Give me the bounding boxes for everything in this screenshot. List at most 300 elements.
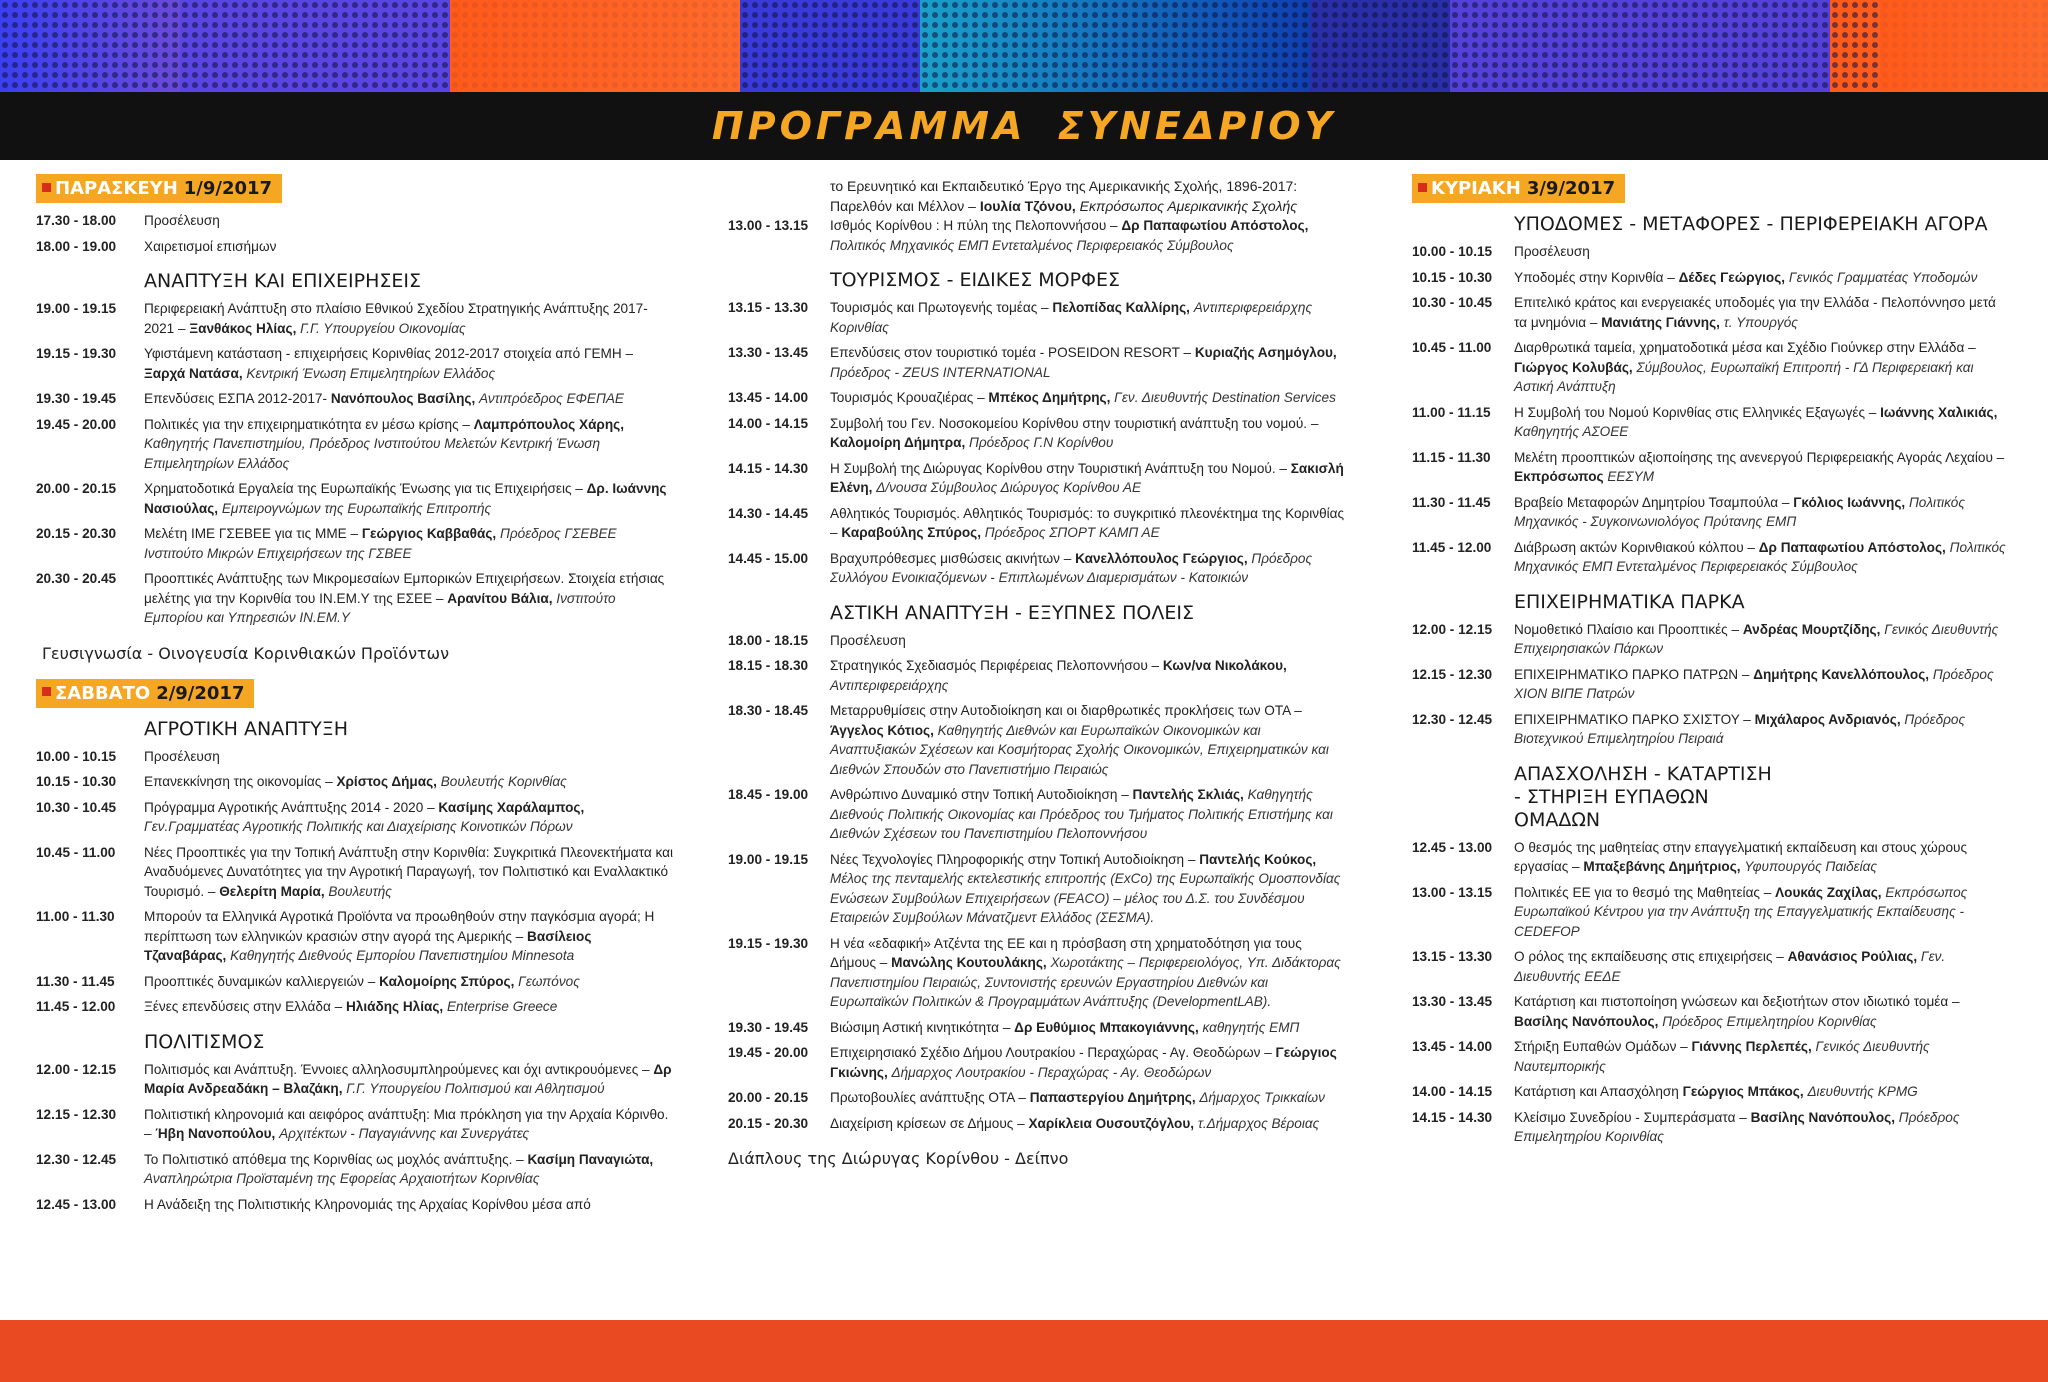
time-slot: 12.00 - 12.15 <box>1412 621 1493 637</box>
schedule-row <box>1412 338 2012 397</box>
session-description <box>830 1114 1348 1134</box>
time-slot: 11.45 - 12.00 <box>36 999 116 1014</box>
schedule-row <box>36 1105 676 1144</box>
section-heading: ΕΠΙΧΕΙΡΗΜΑΤΙΚΑ ΠΑΡΚΑ <box>1514 590 1745 613</box>
square-bullet-icon <box>42 687 51 696</box>
session-description <box>830 388 1348 408</box>
session-description <box>144 1105 676 1144</box>
speaker-name: Βασίλειος Τζαναβάρας, <box>144 928 592 963</box>
day-date: 1/9/2017 <box>183 178 273 199</box>
session-description <box>830 701 1348 779</box>
speaker-role: Πρόεδρος - ZEUS INTERNATIONAL <box>830 364 1051 380</box>
schedule-row <box>36 524 676 563</box>
session-title: Προσέλευση <box>830 632 906 648</box>
speaker-name: Μιχάλαρος Ανδριανός, <box>1754 711 1901 727</box>
time-slot: 13.30 - 13.45 <box>1412 994 1493 1009</box>
continued-item <box>830 176 1348 216</box>
session-description <box>830 1088 1348 1108</box>
session-title: Τουρισμός και Πρωτογενής τομέας – <box>830 300 1049 315</box>
session-title: Το Πολιτιστικό απόθεμα της Κορινθίας ως μοχλός ανάπτυξης. – <box>144 1151 524 1167</box>
time-slot: 10.15 - 10.30 <box>1412 269 1493 285</box>
session-description <box>1514 710 2012 749</box>
session-title: Μπορούν τα Ελληνικά Αγροτικά Προϊόντα να προωθηθούν στην παγκόσμια αγορά; Η περίπτωση των ελληνικών κρασιών στην αγορά της Αμερικής – <box>144 909 655 944</box>
speaker-role: Μέλος της πενταμελής εκτελεστικής επιτροπής (ExCo) της Ευρωπαϊκής Ομοσπονδίας Ενώσεων Συμβούλων Επιχειρήσεων (FEACO) – μέλος του Δ.Σ. του Συνδέσμου Εταιρειών Συμβούλων Μάνατζμεντ Ελλάδος (ΣΕΣΜΑ). <box>830 871 1341 925</box>
time-slot: 13.30 - 13.45 <box>728 345 809 360</box>
section-heading: ΑΣΤΙΚΗ ΑΝΑΠΤΥΞΗ - ΕΞΥΠΝΕΣ ΠΟΛΕΙΣ <box>830 601 1194 624</box>
session-description <box>144 569 676 628</box>
speaker-name: Ήβη Νανοπούλου, <box>155 1126 276 1141</box>
schedule-row <box>36 798 676 837</box>
session-title: Νέες Τεχνολογίες Πληροφορικής στην Τοπική Αυτοδιοίκηση – <box>830 851 1196 867</box>
time-slot: 13.45 - 14.00 <box>1412 1039 1493 1054</box>
session-description <box>144 772 676 792</box>
speaker-name: Μανώλης Κουτουλάκης, <box>891 955 1047 970</box>
session-description <box>144 997 676 1017</box>
session-description <box>1514 883 2012 942</box>
session-title: Ο θεσμός της μαθητείας στην επαγγελματική εκπαίδευση και στους χώρους εργασίας – <box>1514 839 1968 874</box>
session-description <box>830 459 1348 498</box>
speaker-role: Γεν. Διευθυντής ΕΕΔΕ <box>1514 949 1946 984</box>
session-title: Επενδύσεις ΕΣΠΑ 2012-2017- <box>144 391 328 406</box>
time-slot: 11.30 - 11.45 <box>1412 494 1491 510</box>
schedule-row <box>36 1150 676 1189</box>
schedule-row <box>36 415 676 474</box>
section-heading: ΑΓΡΟΤΙΚΗ ΑΝΑΠΤΥΞΗ <box>144 717 348 740</box>
time-slot: 14.30 - 14.45 <box>728 505 809 521</box>
speaker-name: Παντελής Κούκος, <box>1199 851 1317 867</box>
speaker-name: Άγγελος Κότιος, <box>830 722 934 738</box>
session-description <box>1514 242 2012 262</box>
time-slot: 19.30 - 19.45 <box>728 1019 809 1035</box>
time-slot: 20.30 - 20.45 <box>36 571 117 586</box>
speaker-name: Ιουλία Τζόνου, <box>979 198 1076 214</box>
time-slot: 13.00 - 13.15 <box>728 218 809 233</box>
session-title: Νομοθετικό Πλαίσιο και Προοπτικές – <box>1514 621 1740 637</box>
square-bullet-icon <box>1418 183 1427 192</box>
session-description <box>144 1150 676 1189</box>
session-title: Κλείσιμο Συνεδρίου - Συμπεράσματα – <box>1514 1109 1747 1125</box>
speaker-role: Κεντρική Ένωση Επιμελητηρίων Ελλάδος <box>246 365 496 381</box>
session-description <box>1514 538 2012 577</box>
session-title: Προσέλευση <box>144 748 220 764</box>
speaker-role: Δήμαρχος Λουτρακίου - Περαχώρας - Αγ. Θεοδώρων <box>891 1064 1212 1080</box>
section-heading: ΠΟΛΙΤΙΣΜΟΣ <box>144 1030 265 1053</box>
session-description <box>830 216 1348 255</box>
time-slot: 18.30 - 18.45 <box>728 703 809 718</box>
speaker-role: ΕΕΣΥΜ <box>1607 469 1655 484</box>
session-title: Συμβολή του Γεν. Νοσοκομείου Κορίνθου στην τουριστική ανάπτυξη του νομού. – <box>830 415 1319 431</box>
speaker-role: Εκπρόσωπος Αμερικανικής Σχολής <box>1079 198 1298 214</box>
session-title: Βιώσιμη Αστική κινητικότητα – <box>830 1019 1011 1035</box>
session-description <box>830 504 1348 543</box>
time-slot: 14.15 - 14.30 <box>728 460 809 476</box>
session-description <box>144 747 676 767</box>
speaker-role: Αντιπρόεδρος ΕΦΕΠΑΕ <box>479 391 624 406</box>
time-slot: 19.30 - 19.45 <box>36 391 117 406</box>
time-slot: 13.00 - 13.15 <box>1412 884 1493 900</box>
session-title: Χαιρετισμοί επισήμων <box>144 238 277 254</box>
speaker-role: Πρόεδρος ΧΙΟΝ ΒΙΠΕ Πατρών <box>1514 666 1994 701</box>
day-name: ΣΑΒΒΑΤΟ <box>55 682 151 704</box>
time-slot: 12.00 - 12.15 <box>36 1061 117 1077</box>
speaker-role: τ. Υπουργός <box>1723 314 1798 330</box>
schedule-row <box>36 997 676 1017</box>
time-slot: 18.45 - 19.00 <box>728 787 809 802</box>
event-tasting: Γευσιγνωσία - Οινογευσία Κορινθιακών Προϊόντων <box>42 643 449 663</box>
day-badge-sunday <box>1412 174 1625 203</box>
session-description <box>144 299 676 338</box>
speaker-name: Κασίμης Χαράλαμπος, <box>438 799 585 815</box>
banner-graphic <box>0 0 2048 92</box>
section-heading: ΥΠΟΔΟΜΕΣ - ΜΕΤΑΦΟΡΕΣ - ΠΕΡΙΦΕΡΕΙΑΚΗ ΑΓΟΡΑ <box>1514 213 1988 235</box>
time-slot: 11.15 - 11.30 <box>1412 449 1491 465</box>
session-title: Διαρθρωτικά ταμεία, χρηματοδοτικά μέσα και Σχέδιο Γιούνκερ στην Ελλάδα – <box>1514 340 1976 355</box>
schedule-row <box>728 459 1348 498</box>
schedule-row <box>1412 538 2012 577</box>
time-slot: 11.45 - 12.00 <box>1412 539 1492 555</box>
time-slot: 19.00 - 19.15 <box>36 301 117 316</box>
schedule-row <box>728 785 1348 844</box>
speaker-role: Πολιτικός Μηχανικός - Συγκοινωνιολόγος Πρύτανης ΕΜΠ <box>1514 494 1965 529</box>
schedule-row <box>728 850 1348 928</box>
speaker-name: Νανόπουλος Βασίλης, <box>330 391 476 406</box>
continued-text: το Ερευνητικό και Εκπαιδευτικό Έργο της Αμερικανικής Σχολής, 1896-2017: Παρελθόν και Μέλλον – <box>830 178 1298 214</box>
day-name: ΚΥΡΙΑΚΗ <box>1431 178 1521 199</box>
speaker-role: Καθηγητής Διεθνούς Εμπορίου Πανεπιστημίου Minnesota <box>230 948 575 963</box>
session-title: ΕΠΙΧΕΙΡΗΜΑΤΙΚΟ ΠΑΡΚΟ ΠΑΤΡΩΝ – <box>1514 666 1750 682</box>
speaker-role: Εκπρόσωπος Ευρωπαϊκού Κέντρου για την Ανάπτυξη της Επαγγελματικής Εκπαίδευσης - CEDEFOP <box>1514 884 1968 939</box>
session-description <box>1514 665 2012 704</box>
session-title: Πολιτισμός και Ανάπτυξη. Έννοιες αλληλοσυμπληρούμενες και όχι αντικρουόμενες – <box>144 1061 650 1077</box>
schedule-row <box>36 972 676 992</box>
session-description <box>830 1018 1348 1038</box>
session-description <box>144 1060 676 1099</box>
session-description <box>1514 620 2012 659</box>
time-slot: 19.15 - 19.30 <box>36 346 117 361</box>
speaker-role: Καθηγητής ΑΣΟΕΕ <box>1514 424 1629 439</box>
session-description <box>830 785 1348 844</box>
time-slot: 12.45 - 13.00 <box>1412 839 1493 855</box>
speaker-role: Πρόεδρος Γ.Ν Κορίνθου <box>969 435 1114 450</box>
speaker-role: Πολιτικός Μηχανικός ΕΜΠ Εντεταλμένος Περιφερειακός Σύμβουλος <box>1514 539 2006 574</box>
session-title: Προοπτικές Ανάπτυξης των Μικρομεσαίων Εμπορικών Επιχειρήσεων. Στοιχεία ετήσιας μελέτης για την Κορινθία του ΙΝ.ΕΜ.Υ της ΕΣΕΕ – <box>144 571 665 606</box>
speaker-role: Υφυπουργός Παιδείας <box>1744 859 1878 874</box>
speaker-name: Βασίλης Νανόπουλος, <box>1514 1013 1659 1029</box>
speaker-name: Χαρίκλεια Ουσουτζόγλου, <box>1028 1115 1195 1131</box>
time-slot: 20.15 - 20.30 <box>728 1115 809 1131</box>
schedule-row <box>36 843 676 902</box>
speaker-role: Πρόεδρος Επιμελητηρίου Κορινθίας <box>1514 1109 1960 1144</box>
speaker-role: Καθηγητής Διεθνών και Ευρωπαϊκών Οικονομικών και Αναπτυξιακών Σχέσεων και Κοσμήτορας Σχολής Οικονομικών, Επιχειρηματικών και Διεθνών Σπουδών στο Πανεπιστήμιο Πειραιώς <box>830 722 1329 777</box>
time-slot: 10.00 - 10.15 <box>36 748 117 764</box>
section-heading: ΑΠΑΣΧΟΛΗΣΗ - ΚΑΤΑΡΤΙΣΗ - ΣΤΗΡΙΞΗ ΕΥΠΑΘΩΝ ΟΜΑΔΩΝ <box>1514 762 1772 831</box>
column-sunday <box>1412 168 2012 1153</box>
session-description <box>144 479 676 518</box>
schedule-row <box>728 1043 1348 1082</box>
time-slot: 13.15 - 13.30 <box>1412 949 1493 964</box>
schedule-row <box>728 298 1348 337</box>
session-title: Κατάρτιση και Απασχόληση <box>1514 1084 1679 1099</box>
schedule-row <box>1412 242 2012 262</box>
time-slot: 19.00 - 19.15 <box>728 851 809 867</box>
session-title: Επιχειρησιακό Σχέδιο Δήμου Λουτρακίου - Περαχώρας - Αγ. Θεοδώρων – <box>830 1045 1272 1060</box>
session-title: Διαχείριση κρίσεων σε Δήμους – <box>830 1115 1025 1131</box>
session-description <box>830 1043 1348 1082</box>
schedule-row <box>1412 620 2012 659</box>
schedule-row <box>728 388 1348 408</box>
schedule-row <box>1412 1037 2012 1076</box>
time-slot: 19.45 - 20.00 <box>728 1045 809 1060</box>
time-slot: 13.45 - 14.00 <box>728 390 809 405</box>
session-title: Πολιτικές για την επιχειρηματικότητα εν μέσω κρίσης – <box>144 416 470 432</box>
session-title: Βραβείο Μεταφορών Δημητρίου Τσαμπούλα – <box>1514 494 1790 510</box>
session-description <box>830 631 1348 651</box>
speaker-name: Βασίλης Νανόπουλος, <box>1750 1109 1895 1125</box>
time-slot: 14.00 - 14.15 <box>728 415 809 431</box>
session-description <box>1514 338 2012 397</box>
speaker-name: Κανελλόπουλος Γεώργιος, <box>1075 550 1248 566</box>
session-title: Η Συμβολή του Νομού Κορινθίας στις Ελληνικές Εξαγωγές – <box>1514 404 1877 420</box>
session-title: Χρηματοδοτικά Εργαλεία της Ευρωπαϊκής Ένωσης για τις Επιχειρήσεις – <box>144 481 583 496</box>
speaker-name: Αρανίτου Βάλια, <box>447 590 553 606</box>
session-title: Πρωτοβουλίες ανάπτυξης ΟΤΑ – <box>830 1090 1026 1105</box>
speaker-role: Πολιτικός Μηχανικός ΕΜΠ Εντεταλμένος Περιφερειακός Σύμβουλος <box>830 237 1234 253</box>
speaker-name: Γκόλιος Ιωάννης, <box>1793 494 1906 510</box>
speaker-name: Παπαστεργίου Δημήτρης, <box>1029 1090 1196 1105</box>
speaker-name: Θελερίτη Μαρία, <box>219 883 325 899</box>
speaker-role: Πρόεδρος Επιμελητηρίου Κορινθίας <box>1662 1013 1877 1029</box>
time-slot: 12.15 - 12.30 <box>36 1106 117 1122</box>
speaker-role: Βουλευτής <box>328 883 392 899</box>
day-name: ΠΑΡΑΣΚΕΥΗ <box>55 178 178 199</box>
schedule-row <box>728 631 1348 651</box>
section-heading: ΤΟΥΡΙΣΜΟΣ - ΕΙΔΙΚΕΣ ΜΟΡΦΕΣ <box>830 269 1121 291</box>
page-title: ΠΡΟΓΡΑΜΜΑ ΣΥΝΕΔΡΙΟΥ <box>711 104 1337 148</box>
speaker-name: Ξαρχά Νατάσα, <box>144 365 243 381</box>
session-title: Η νέα «εδαφική» Ατζέντα της ΕΕ και η πρόσβαση στη χρηματοδότηση για τους Δήμους – <box>830 935 1302 970</box>
session-description <box>830 934 1348 1012</box>
session-title: Υποδομές στην Κορινθία – <box>1514 269 1675 285</box>
speaker-role: Εμπειρογνώμων της Ευρωπαϊκής Επιτροπής <box>221 500 492 516</box>
session-title: Μελέτη προοπτικών αξιοποίησης της ανενεργού Περιφερειακής Αγοράς Λεχαίου – <box>1514 449 2005 465</box>
session-description <box>144 843 676 902</box>
day-date: 3/9/2017 <box>1526 178 1616 199</box>
speaker-role: Γεν. Διευθυντής Destination Services <box>1114 390 1336 405</box>
speaker-role: καθηγητής ΕΜΠ <box>1202 1019 1300 1035</box>
schedule-row <box>728 701 1348 779</box>
speaker-name: Γεώργιος Μπάκος, <box>1682 1084 1804 1099</box>
speaker-role: Γ.Γ. Υπουργείου Πολιτισμού και Αθλητισμού <box>346 1081 605 1096</box>
session-title: Βραχυπρόθεσμες μισθώσεις ακινήτων – <box>830 550 1072 566</box>
schedule-row <box>1412 293 2012 332</box>
schedule-row <box>36 211 676 231</box>
speaker-role: Αντιπεριφερειάρχης <box>830 677 949 693</box>
column-saturday-continued <box>728 168 1348 1178</box>
speaker-name: Αθανάσιος Ρούλιας, <box>1787 949 1918 964</box>
session-title: Ο ρόλος της εκπαίδευσης στις επιχειρήσεις – <box>1514 949 1784 964</box>
square-bullet-icon <box>42 183 51 192</box>
speaker-role: Ινστιτούτο Εμπορίου και Υπηρεσιών ΙΝ.ΕΜ.Υ <box>144 590 616 625</box>
speaker-role: Αντιπεριφερειάρχης Κορινθίας <box>830 300 1313 335</box>
speaker-name: Ξανθάκος Ηλίας, <box>189 320 297 336</box>
speaker-name: Γεώργιος Γκιώνης, <box>830 1045 1337 1080</box>
session-description <box>144 972 676 992</box>
schedule-row <box>1412 665 2012 704</box>
schedule-row <box>728 1088 1348 1108</box>
session-description <box>144 237 676 257</box>
speaker-name: Καραβούλης Σπύρος, <box>841 525 981 540</box>
schedule-row <box>36 299 676 338</box>
session-description <box>1514 838 2012 877</box>
speaker-name: Δρ Ευθύμιος Μπακογιάννης, <box>1014 1019 1199 1035</box>
schedule-row <box>728 1018 1348 1038</box>
session-description <box>1514 1037 2012 1076</box>
session-title: Η Συμβολή της Διώρυγας Κορίνθου στην Τουριστική Ανάπτυξη του Νομού. – <box>830 460 1287 476</box>
session-description <box>830 343 1348 382</box>
session-description <box>144 389 676 409</box>
speaker-role: Πρόεδρος Συλλόγου Ενοικιαζόμενων - Επιπλωμένων Διαμερισμάτων - Κατοικιών <box>830 550 1313 585</box>
speaker-name: Εκπρόσωπος <box>1514 469 1604 484</box>
session-title: Πολιτιστική κληρονομιά και αειφόρος ανάπτυξη: Μια πρόκληση για την Αρχαία Κόρινθο. – <box>144 1106 669 1141</box>
schedule-row <box>1412 1082 2012 1102</box>
schedule-row <box>1412 493 2012 532</box>
session-title: Πρόγραμμα Αγροτικής Ανάπτυξης 2014 - 2020 – <box>144 799 435 815</box>
speaker-role: Γεν.Γραμματέας Αγροτικής Πολιτικής και Διαχείρισης Κοινοτικών Πόρων <box>144 819 573 834</box>
speaker-role: Δήμαρχος Τρικκαίων <box>1199 1090 1325 1105</box>
time-slot: 11.00 - 11.15 <box>1412 404 1491 420</box>
schedule-row <box>36 772 676 792</box>
time-slot: 20.00 - 20.15 <box>728 1090 809 1105</box>
speaker-name: Κυριαζής Ασημόγλου, <box>1194 345 1337 360</box>
time-slot: 10.45 - 11.00 <box>1412 340 1492 355</box>
session-title: Διάβρωση ακτών Κορινθιακού κόλπου – <box>1514 539 1755 555</box>
time-slot: 13.15 - 13.30 <box>728 300 809 315</box>
session-description <box>830 298 1348 337</box>
time-slot: 18.15 - 18.30 <box>728 658 809 673</box>
speaker-role: Enterprise Greece <box>446 999 558 1014</box>
speaker-name: Ιωάννης Χαλικιάς, <box>1880 404 1998 420</box>
schedule-row <box>728 216 1348 255</box>
schedule-row <box>728 343 1348 382</box>
schedule-row <box>1412 947 2012 986</box>
speaker-name: Ανδρέας Μουρτζίδης, <box>1742 621 1881 637</box>
time-slot: 14.45 - 15.00 <box>728 550 809 566</box>
session-title: ΕΠΙΧΕΙΡΗΜΑΤΙΚΟ ΠΑΡΚΟ ΣΧΙΣΤΟΥ – <box>1514 711 1751 727</box>
schedule-row <box>728 504 1348 543</box>
time-slot: 12.45 - 13.00 <box>36 1196 117 1212</box>
speaker-name: Λαμπρόπουλος Χάρης, <box>473 416 624 432</box>
speaker-name: Καλομοίρη Δήμητρα, <box>830 435 966 450</box>
session-title: Μεταρρυθμίσεις στην Αυτοδιοίκηση και οι διαρθρωτικές προκλήσεις των ΟΤΑ – <box>830 703 1302 718</box>
time-slot: 18.00 - 18.15 <box>728 632 809 648</box>
schedule-row <box>1412 268 2012 288</box>
speaker-role: Πρόεδρος Βιοτεχνικού Επιμελητηρίου Πειραιά <box>1514 711 1966 746</box>
speaker-name: Δημήτρης Κανελλόπουλος, <box>1753 666 1930 682</box>
schedule-row <box>1412 448 2012 487</box>
speaker-role: Διευθυντής KPMG <box>1807 1084 1918 1099</box>
time-slot: 14.00 - 14.15 <box>1412 1084 1493 1099</box>
time-slot: 17.30 - 18.00 <box>36 213 117 228</box>
session-title: Στήριξη Ευπαθών Ομάδων – <box>1514 1039 1688 1054</box>
speaker-name: Κων/να Νικολάκου, <box>1162 658 1287 673</box>
speaker-name: Δρ Παπαφωτίου Απόστολος, <box>1758 539 1946 555</box>
speaker-role: Αρχιτέκτων - Παγαγιάννης και Συνεργάτες <box>279 1126 530 1141</box>
time-slot: 12.15 - 12.30 <box>1412 666 1493 682</box>
speaker-name: Δρ Μαρία Ανδρεαδάκη – Βλαζάκη, <box>144 1061 672 1096</box>
session-description <box>144 415 676 474</box>
schedule-row <box>36 907 676 966</box>
session-title: Προσέλευση <box>1514 244 1590 259</box>
session-description <box>144 524 676 563</box>
session-description <box>1514 493 2012 532</box>
speaker-role: τ.Δήμαρχος Βέροιας <box>1197 1115 1320 1131</box>
session-description <box>1514 293 2012 332</box>
header-banner <box>0 0 2048 92</box>
speaker-name: Γεώργιος Καββαθάς, <box>361 526 497 541</box>
time-slot: 12.30 - 12.45 <box>1412 711 1493 727</box>
session-description <box>1514 448 2012 487</box>
speaker-role: Πρόεδρος ΣΠΟΡΤ ΚΑΜΠ ΑΕ <box>984 525 1160 540</box>
session-description <box>830 656 1348 695</box>
session-title: Υφιστάμενη κατάσταση - επιχειρήσεις Κορινθίας 2012-2017 στοιχεία από ΓΕΜΗ – <box>144 346 634 361</box>
session-title: Κατάρτιση και πιστοποίηση γνώσεων και δεξιοτήτων στον ιδιωτικό τομέα – <box>1514 994 1960 1009</box>
time-slot: 12.30 - 12.45 <box>36 1151 117 1167</box>
time-slot: 18.00 - 19.00 <box>36 238 117 254</box>
session-description <box>830 414 1348 453</box>
time-slot: 11.30 - 11.45 <box>36 973 115 989</box>
session-title: Στρατηγικός Σχεδιασμός Περιφέρειας Πελοποννήσου – <box>830 658 1160 673</box>
session-title: Ξένες επενδύσεις στην Ελλάδα – <box>144 999 343 1014</box>
session-title: Η Ανάδειξη της Πολιτιστικής Κληρονομιάς της Αρχαίας Κορίνθου μέσα από <box>144 1196 591 1212</box>
speaker-name: Γιώργος Κολυβάς, <box>1514 359 1633 375</box>
speaker-name: Πελοπίδας Καλλίρης, <box>1052 300 1190 315</box>
speaker-name: Χρίστος Δήμας, <box>336 774 437 789</box>
schedule-row <box>36 1060 676 1099</box>
speaker-role: Γ.Γ. Υπουργείου Οικονομίας <box>300 320 466 336</box>
session-title: Επανεκκίνηση της οικονομίας – <box>144 774 333 789</box>
time-slot: 10.45 - 11.00 <box>36 844 116 860</box>
speaker-role: Καθηγητής Πανεπιστημίου, Πρόεδρος Ινστιτούτου Μελετών Κεντρική Ένωση Επιμελητηρίων Ελλάδος <box>144 436 600 471</box>
session-title: Προσέλευση <box>144 213 220 228</box>
speaker-name: Γιάννης Περλεπές, <box>1691 1039 1812 1054</box>
session-title: Αθλητικός Τουρισμός. Αθλητικός Τουρισμός: το συγκριτικό πλεονέκτημα της Κορινθίας – <box>830 505 1345 540</box>
schedule-row <box>1412 838 2012 877</box>
session-description <box>830 549 1348 588</box>
schedule-row <box>728 934 1348 1012</box>
speaker-role: Σύμβουλος, Ευρωπαϊκή Επιτροπή - ΓΔ Περιφερειακή και Αστική Ανάπτυξη <box>1514 359 1974 394</box>
session-description <box>144 907 676 966</box>
schedule-row <box>36 344 676 383</box>
session-description <box>144 798 676 837</box>
session-title: Νέες Προοπτικές για την Τοπική Ανάπτυξη στην Κορινθία: Συγκριτικά Πλεονεκτήματα και Αναδυόμενες Δυνατότητες για την Αγροτική Παραγωγή, τον Πολιτιστικό και Εναλλακτικό Τουρισμό. – <box>144 844 674 899</box>
session-description <box>1514 1108 2012 1147</box>
schedule-row <box>36 747 676 767</box>
schedule-row <box>36 479 676 518</box>
schedule-row <box>1412 403 2012 442</box>
time-slot: 10.30 - 10.45 <box>1412 295 1493 310</box>
section-heading: ΑΝΑΠΤΥΞΗ ΚΑΙ ΕΠΙΧΕΙΡΗΣΕΙΣ <box>144 270 422 292</box>
day-badge-saturday <box>36 679 254 708</box>
session-description <box>1514 268 2012 288</box>
session-description <box>144 344 676 383</box>
schedule-row <box>728 549 1348 588</box>
session-title: Πολιτικές ΕΕ για το θεσμό της Μαθητείας – <box>1514 884 1772 900</box>
schedule-row <box>1412 710 2012 749</box>
speaker-name: Παντελής Σκλιάς, <box>1132 787 1244 802</box>
session-title: Επενδύσεις στον τουριστικό τομέα - POSEIDON RESORT – <box>830 345 1192 360</box>
session-description <box>1514 992 2012 1031</box>
event-cruise: Διάπλους της Διώρυγας Κορίνθου - Δείπνο <box>728 1149 1069 1168</box>
